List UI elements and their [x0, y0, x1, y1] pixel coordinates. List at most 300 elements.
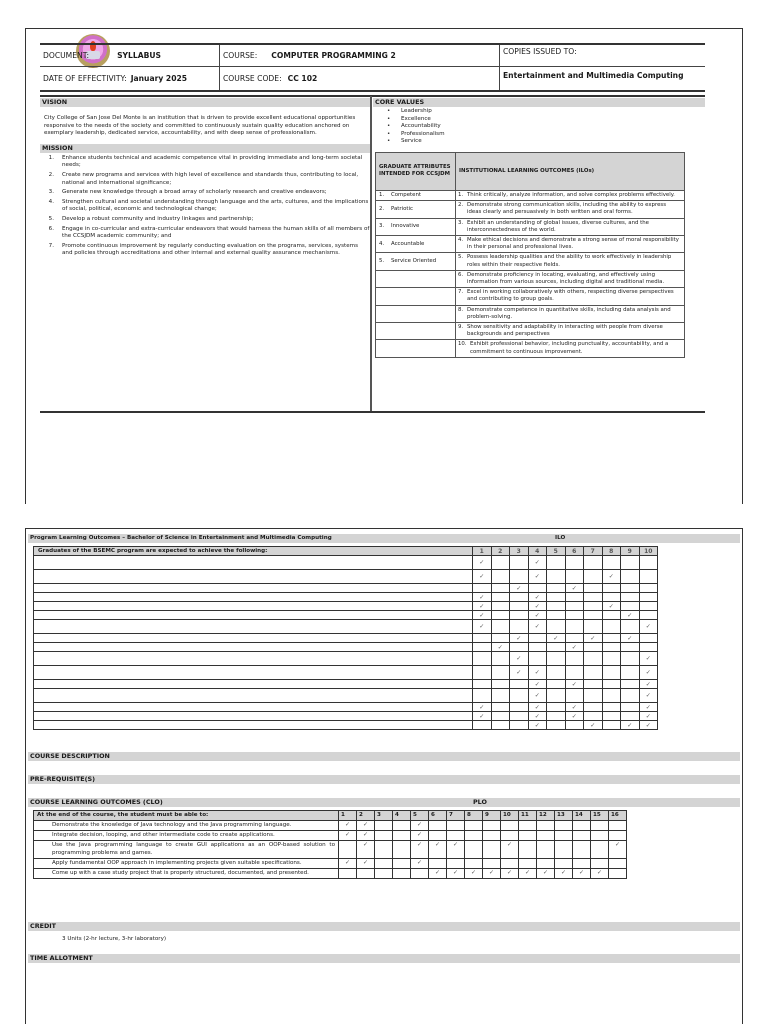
plo-label: PLO [473, 798, 487, 806]
matrix-cell [528, 666, 547, 680]
plo-row [34, 593, 658, 602]
matrix-cell [510, 712, 529, 721]
plo-table-header: Graduates of the BSEMC program are expected to achieve the following: [34, 547, 473, 556]
matrix-cell [473, 570, 492, 584]
course-code-label: COURSE CODE: [223, 74, 282, 83]
effectivity-value: January 2025 [130, 74, 188, 83]
matrix-cell [547, 652, 566, 666]
vision-heading: VISION [40, 98, 370, 107]
matrix-cell [621, 584, 640, 593]
ilo-cell [456, 235, 685, 252]
matrix-cell [639, 643, 658, 652]
matrix-cell [584, 643, 603, 652]
matrix-cell [473, 602, 492, 611]
checkmark-icon: ✓ [479, 593, 485, 601]
matrix-cell [375, 821, 393, 831]
plo-row [34, 703, 658, 712]
core-value-item [387, 108, 705, 116]
checkmark-icon: ✓ [479, 623, 485, 630]
matrix-cell [491, 611, 510, 620]
matrix-cell [537, 869, 555, 879]
matrix-cell [547, 620, 566, 634]
matrix-cell [339, 858, 357, 868]
matrix-cell [547, 556, 566, 570]
matrix-cell [429, 821, 447, 831]
ga-ilo-row [376, 201, 685, 218]
mission-item [40, 226, 370, 241]
course-code-cell [220, 67, 500, 90]
matrix-cell [639, 721, 658, 730]
matrix-cell [510, 556, 529, 570]
copies-value-cell [500, 61, 705, 90]
checkmark-icon: ✓ [534, 611, 540, 619]
ga-ilo-row [376, 218, 685, 235]
matrix-cell [602, 680, 621, 689]
plo-description [34, 666, 473, 680]
core-value-label: Service [401, 138, 422, 145]
checkmark-icon: ✓ [645, 721, 651, 729]
ilo-item [458, 272, 681, 286]
matrix-cell [565, 712, 584, 721]
matrix-cell [510, 721, 529, 730]
matrix-cell [473, 703, 492, 712]
plo-description [34, 712, 473, 721]
plo-description [34, 652, 473, 666]
matrix-cell [639, 666, 658, 680]
matrix-cell [565, 643, 584, 652]
plo-description [34, 620, 473, 634]
section-rule-bottom [40, 411, 705, 413]
matrix-cell [573, 821, 591, 831]
mission-item-number: 1. [48, 154, 54, 161]
matrix-cell [602, 689, 621, 703]
matrix-cell [573, 869, 591, 879]
checkmark-icon: ✓ [553, 634, 559, 642]
matrix-cell [547, 602, 566, 611]
checkmark-icon: ✓ [362, 841, 369, 849]
checkmark-icon: ✓ [452, 841, 459, 849]
matrix-cell [555, 831, 573, 841]
matrix-cell [491, 570, 510, 584]
plo-column-number: 6 [429, 811, 447, 821]
matrix-cell [584, 652, 603, 666]
matrix-cell [528, 556, 547, 570]
plo-description [34, 602, 473, 611]
matrix-cell [547, 666, 566, 680]
matrix-cell [584, 703, 603, 712]
matrix-cell [591, 858, 609, 868]
vision-mission-column [40, 98, 370, 260]
ga-ilo-row [376, 340, 685, 357]
matrix-cell [491, 556, 510, 570]
checkmark-icon: ✓ [506, 841, 513, 849]
plo-description [34, 611, 473, 620]
matrix-cell [602, 556, 621, 570]
core-value-item [387, 116, 705, 124]
checkmark-icon: ✓ [416, 821, 423, 828]
checkmark-icon: ✓ [571, 703, 577, 711]
checkmark-icon: ✓ [497, 643, 503, 651]
plo-column-number: 5 [411, 811, 429, 821]
plo-row [34, 721, 658, 730]
matrix-cell [447, 858, 465, 868]
document-value: SYLLABUS [117, 51, 162, 60]
ilo-item [458, 237, 681, 251]
matrix-cell [621, 570, 640, 584]
checkmark-icon: ✓ [416, 831, 423, 839]
ga-column-header: GRADUATE ATTRIBUTES INTENDED FOR CCSJDM [376, 152, 456, 190]
core-value-label: Accountability [401, 123, 441, 130]
matrix-cell [639, 689, 658, 703]
matrix-cell [339, 831, 357, 841]
matrix-cell [584, 593, 603, 602]
ilo-number: 4. [458, 236, 464, 243]
ilo-text: Make ethical decisions and demonstrate a strong sense of moral responsibility in their personal and professional lives. [467, 236, 679, 251]
matrix-cell [528, 611, 547, 620]
plo-ilo-matrix [33, 546, 658, 730]
credit-heading: CREDIT [28, 922, 740, 931]
mission-item [40, 243, 370, 258]
matrix-cell [411, 841, 429, 858]
checkmark-icon: ✓ [479, 602, 485, 610]
ilo-number: 8. [458, 306, 464, 313]
matrix-cell [473, 712, 492, 721]
matrix-cell [565, 634, 584, 643]
matrix-cell [584, 556, 603, 570]
plo-column-number: 7 [447, 811, 465, 821]
clo-description: Come up with a case study project that is properly structured, documented, and presented. [34, 869, 339, 879]
ilo-column-number: 8 [602, 547, 621, 556]
plo-description [34, 584, 473, 593]
matrix-cell [491, 689, 510, 703]
matrix-cell [609, 821, 627, 831]
checkmark-icon: ✓ [416, 841, 423, 849]
matrix-cell [510, 689, 529, 703]
matrix-cell [565, 652, 584, 666]
matrix-cell [510, 584, 529, 593]
matrix-cell [621, 556, 640, 570]
checkmark-icon: ✓ [516, 584, 522, 592]
ilo-text: Possess leadership qualities and the ability to work effectively in leadership roles within their respective fields. [467, 254, 672, 268]
ga-ilo-row [376, 190, 685, 200]
ilo-text: Excel in working collaboratively with others, respecting diverse perspectives and contributing to group goals. [467, 289, 674, 303]
checkmark-icon: ✓ [534, 721, 540, 729]
prerequisites-heading: PRE-REQUISITE(S) [28, 775, 740, 784]
ilo-item [458, 192, 681, 199]
plo-description [34, 556, 473, 570]
matrix-cell [602, 666, 621, 680]
matrix-cell [519, 821, 537, 831]
matrix-cell [537, 841, 555, 858]
checkmark-icon: ✓ [362, 858, 369, 866]
matrix-cell [639, 634, 658, 643]
ga-ilo-row [376, 235, 685, 252]
matrix-cell [510, 611, 529, 620]
ilo-column-number: 4 [528, 547, 547, 556]
matrix-cell [528, 634, 547, 643]
graduate-attributes-table [375, 152, 685, 358]
matrix-cell [565, 680, 584, 689]
checkmark-icon: ✓ [516, 634, 522, 642]
ilo-text: Demonstrate strong communication skills, including the ability to express ideas clearly and persuasively in both written and oral forms. [467, 202, 666, 216]
matrix-cell [602, 634, 621, 643]
ga-ilo-row [376, 270, 685, 287]
matrix-cell [528, 643, 547, 652]
ilo-item [458, 307, 681, 321]
core-values-column [373, 98, 705, 358]
matrix-cell [491, 602, 510, 611]
ilo-cell [456, 270, 685, 287]
course-code-value: CC 102 [287, 74, 318, 83]
matrix-cell [621, 593, 640, 602]
checkmark-icon: ✓ [479, 703, 485, 711]
checkmark-icon: ✓ [571, 584, 577, 592]
checkmark-icon: ✓ [488, 869, 495, 877]
checkmark-icon: ✓ [627, 611, 633, 619]
ilo-text: Demonstrate competence in quantitative skills, including data analysis and problem-solving. [467, 306, 671, 320]
matrix-cell [375, 858, 393, 868]
matrix-cell [393, 841, 411, 858]
mission-item-text: Create new programs and services with high level of excellence and standards thus, contributing to local, national and international significance; [62, 171, 359, 186]
ilo-cell [456, 340, 685, 357]
matrix-cell [510, 602, 529, 611]
checkmark-icon: ✓ [534, 623, 540, 630]
plo-title: Program Learning Outcomes – Bachelor of Science in Entertainment and Multimedia Computing [30, 535, 332, 541]
ilo-cell [456, 253, 685, 270]
matrix-cell [547, 643, 566, 652]
credit-value: 3 Units (2-hr lecture, 3-hr laboratory) [62, 936, 167, 942]
matrix-cell [565, 666, 584, 680]
checkmark-icon: ✓ [645, 712, 651, 720]
ilo-cell [456, 218, 685, 235]
matrix-cell [555, 841, 573, 858]
matrix-cell [584, 712, 603, 721]
copies-value: Entertainment and Multimedia Computing [503, 71, 684, 80]
matrix-cell [483, 869, 501, 879]
graduate-attribute [376, 340, 456, 357]
matrix-cell [491, 652, 510, 666]
plo-column-number: 3 [375, 811, 393, 821]
matrix-cell [621, 602, 640, 611]
ilo-column-number: 5 [547, 547, 566, 556]
ilo-item [458, 341, 681, 355]
plo-description [34, 593, 473, 602]
checkmark-icon: ✓ [578, 869, 585, 877]
matrix-cell [565, 620, 584, 634]
matrix-cell [573, 841, 591, 858]
ilo-number: 3. [458, 219, 464, 226]
matrix-cell [602, 620, 621, 634]
plo-column-number: 8 [465, 811, 483, 821]
checkmark-icon: ✓ [534, 712, 540, 720]
checkmark-icon: ✓ [344, 831, 351, 839]
plo-description [34, 721, 473, 730]
checkmark-icon: ✓ [571, 680, 577, 688]
effectivity-cell [40, 67, 220, 90]
matrix-cell [639, 712, 658, 721]
clo-description: Apply fundamental OOP approach in implementing projects given suitable specifications. [34, 858, 339, 868]
matrix-cell [639, 611, 658, 620]
plo-column-number: 15 [591, 811, 609, 821]
matrix-cell [639, 680, 658, 689]
checkmark-icon: ✓ [534, 669, 540, 676]
plo-description [34, 634, 473, 643]
mission-item-number: 4. [48, 198, 54, 205]
mission-item-number: 5. [48, 215, 54, 222]
matrix-cell [473, 556, 492, 570]
checkmark-icon: ✓ [645, 680, 651, 688]
matrix-cell [602, 712, 621, 721]
course-label: COURSE: [223, 51, 258, 60]
matrix-cell [510, 620, 529, 634]
matrix-cell [565, 584, 584, 593]
matrix-cell [565, 611, 584, 620]
ilo-text: Show sensitivity and adaptability in interacting with people from diverse backgrounds and perspectives [467, 324, 663, 338]
matrix-cell [375, 841, 393, 858]
core-value-item [387, 123, 705, 131]
matrix-cell [501, 831, 519, 841]
matrix-cell [357, 869, 375, 879]
core-value-item [387, 138, 705, 146]
mission-item-number: 6. [48, 225, 54, 232]
matrix-cell [639, 602, 658, 611]
plo-row [34, 643, 658, 652]
course-description-heading: COURSE DESCRIPTION [28, 752, 740, 761]
matrix-cell [519, 869, 537, 879]
checkmark-icon: ✓ [590, 721, 596, 729]
matrix-cell [528, 721, 547, 730]
plo-row [34, 602, 658, 611]
matrix-cell [573, 858, 591, 868]
checkmark-icon: ✓ [534, 602, 540, 610]
clo-row [34, 858, 627, 868]
core-values-heading: CORE VALUES [373, 98, 705, 107]
matrix-cell [528, 712, 547, 721]
checkmark-icon: ✓ [524, 869, 531, 877]
mission-item-text: Strengthen cultural and societal understanding through language and the arts, cultures, and the implications of social, political, economic and technological change; [62, 198, 369, 213]
checkmark-icon: ✓ [614, 841, 621, 849]
ilo-column-number: 3 [510, 547, 529, 556]
mission-heading: MISSION [40, 144, 370, 153]
ilo-number: 1. [458, 191, 464, 198]
matrix-cell [573, 831, 591, 841]
matrix-cell [602, 721, 621, 730]
checkmark-icon: ✓ [571, 643, 577, 651]
matrix-cell [621, 666, 640, 680]
matrix-cell [447, 821, 465, 831]
matrix-cell [565, 593, 584, 602]
matrix-cell [591, 821, 609, 831]
plo-description [34, 643, 473, 652]
matrix-cell [528, 602, 547, 611]
checkmark-icon: ✓ [542, 869, 549, 877]
syllabus-page-2 [25, 528, 743, 1024]
matrix-cell [429, 869, 447, 879]
copies-label: COPIES ISSUED TO: [503, 47, 577, 56]
matrix-cell [339, 869, 357, 879]
course-cell [220, 45, 500, 66]
clo-row [34, 821, 627, 831]
time-allotment-heading: TIME ALLOTMENT [28, 954, 740, 963]
matrix-cell [510, 643, 529, 652]
core-value-label: Professionalism [401, 130, 445, 137]
checkmark-icon: ✓ [362, 821, 369, 828]
checkmark-icon: ✓ [645, 655, 651, 662]
matrix-cell [621, 634, 640, 643]
matrix-cell [639, 620, 658, 634]
mission-item-text: Generate new knowledge through a broad array of scholarly research and creative endeavors; [62, 189, 327, 196]
ilo-number: 2. [458, 202, 464, 209]
matrix-cell [565, 689, 584, 703]
matrix-cell [491, 680, 510, 689]
ilo-number: 6. [458, 271, 464, 278]
matrix-cell [547, 570, 566, 584]
plo-column-number: 9 [483, 811, 501, 821]
matrix-cell [621, 652, 640, 666]
clo-row [34, 841, 627, 858]
matrix-cell [565, 602, 584, 611]
graduate-attribute [376, 305, 456, 322]
checkmark-icon: ✓ [627, 721, 633, 729]
matrix-cell [429, 841, 447, 858]
matrix-cell [483, 821, 501, 831]
matrix-cell [528, 680, 547, 689]
checkmark-icon: ✓ [645, 692, 651, 699]
checkmark-icon: ✓ [434, 869, 441, 877]
checkmark-icon: ✓ [571, 712, 577, 720]
plo-description [34, 689, 473, 703]
matrix-cell [584, 602, 603, 611]
matrix-cell [510, 666, 529, 680]
matrix-cell [602, 652, 621, 666]
checkmark-icon: ✓ [645, 703, 651, 711]
matrix-cell [339, 841, 357, 858]
matrix-cell [547, 721, 566, 730]
clo-heading [28, 798, 740, 807]
checkmark-icon: ✓ [516, 669, 522, 676]
ilo-item [458, 289, 681, 303]
matrix-cell [491, 634, 510, 643]
matrix-cell [501, 858, 519, 868]
document-header-table [40, 43, 705, 92]
course-description-section [28, 752, 740, 761]
matrix-cell [510, 634, 529, 643]
plo-row [34, 689, 658, 703]
ilo-column-number: 1 [473, 547, 492, 556]
matrix-cell [609, 831, 627, 841]
matrix-cell [473, 611, 492, 620]
matrix-cell [473, 721, 492, 730]
core-values-list [373, 107, 705, 152]
plo-row [34, 570, 658, 584]
graduate-attribute: 2. Patriotic [376, 201, 456, 218]
matrix-cell [609, 869, 627, 879]
matrix-cell [584, 611, 603, 620]
checkmark-icon: ✓ [434, 841, 441, 849]
matrix-cell [473, 666, 492, 680]
column-divider [370, 96, 372, 412]
matrix-cell [501, 869, 519, 879]
matrix-cell [584, 620, 603, 634]
plo-row [34, 556, 658, 570]
matrix-cell [621, 712, 640, 721]
matrix-cell [491, 703, 510, 712]
matrix-cell [483, 831, 501, 841]
matrix-cell [473, 689, 492, 703]
matrix-cell [609, 858, 627, 868]
matrix-cell [639, 584, 658, 593]
plo-column-number: 14 [573, 811, 591, 821]
